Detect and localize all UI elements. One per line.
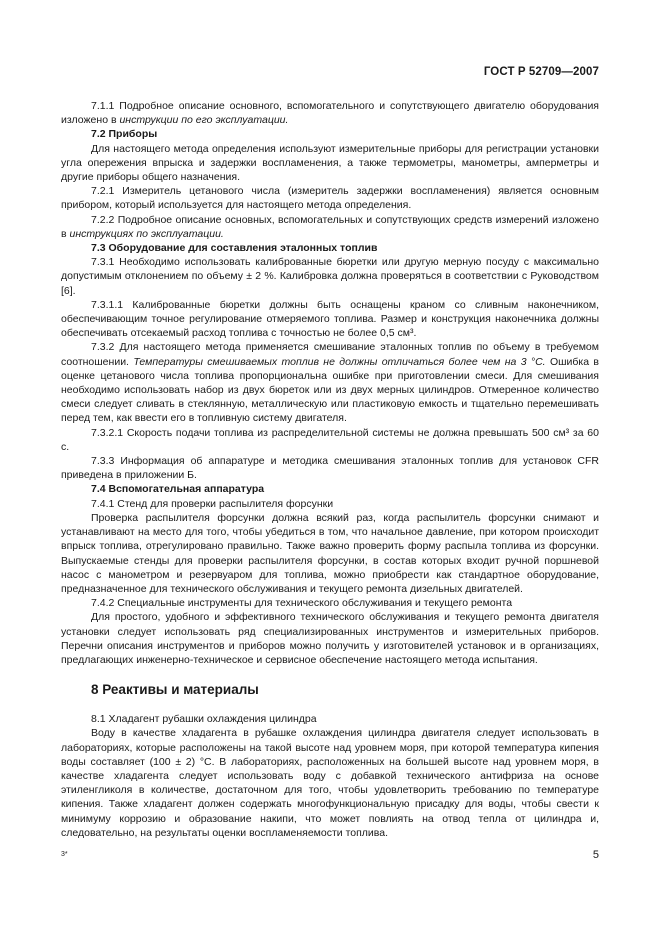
paragraph-7-3-1: 7.3.1 Необходимо использовать калиброванные бюретки или другую мерную посуду с максимально допустимым отклонением по объему ± 2 %. Калибровка должна проверяться в соответствии с Руководством [6]. bbox=[61, 256, 599, 297]
document-id: ГОСТ Р 52709—2007 bbox=[483, 66, 599, 78]
paragraph-text: Ошибка в оценке цетанового числа топлива пропорциональна ошибке при приготовлении смеси. Для смешивания необходимо использовать набор из двух бюреток или из двух мерных цилиндров. Отмеренное количество смеси следует сливать в стеклянную, металлическую или пластиковую емкость и тщательно перемешивать перед тем, как ввести его в топливную систему двигателя. bbox=[61, 355, 600, 425]
paragraph-8-1-text: Воду в качестве хладагента в рубашке охлаждения цилиндра двигателя следует использовать в лабораториях, которые расположены на такой высоте над уровнем моря, при которой температура кипения воды составляет (100 ± 2) °С. В лабораториях, расположенных на большей высоте над уровнем моря, в качестве хладагента следует использовать воду с добавкой технического антифриза на основе этиленгликоля в количестве, достаточном для того, чтобы удовлетворить требованию по температуре кипения. Также хладагент должен содержать многофункциональную присадку для воды, чтобы свести к минимуму коррозию и образование накипи, что может повлиять на отвод тепла от цилиндра и, следовательно, на результаты оценки воспламеняемости топлива. bbox=[61, 727, 599, 839]
section-8-title: 8 Реактивы и материалы bbox=[91, 682, 259, 698]
paragraph-7-3-3: 7.3.3 Информация об аппаратуре и методика смешивания эталонных топлив для установок CFR приведена в приложении Б. bbox=[61, 455, 599, 482]
paragraph-7-4-2-text: Для простого, удобного и эффективного технического обслуживания и текущего ремонта двигателя установки следует использовать ряд специализированных инструментов и измерительных приборов. Перечни описания инструментов и приборов можно получить у изготовителей установок и в организациях, предлагающих инженерно-техническое и сервисное обеспечение настоящего метода испытания. bbox=[61, 611, 599, 666]
sheet-mark: 3* bbox=[61, 851, 68, 858]
heading-7-3: 7.3 Оборудование для составления эталонных топлив bbox=[91, 242, 378, 255]
paragraph-7-4-1: 7.4.1 Стенд для проверки распылителя форсунки bbox=[91, 497, 334, 510]
paragraph-7-2-2 bbox=[61, 213, 599, 241]
paragraph-7-3-2-1: 7.3.2.1 Скорость подачи топлива из распределительной системы не должна превышать 500 см³ за 60 с. bbox=[61, 426, 599, 453]
paragraph-7-2-1: 7.2.1 Измеритель цетанового числа (измеритель задержки воспламенения) является основным прибором, который используется для настоящего метода определения. bbox=[61, 185, 599, 212]
paragraph-8-1: 8.1 Хладагент рубашки охлаждения цилиндра bbox=[91, 713, 317, 726]
paragraph-7-3-2 bbox=[61, 340, 599, 425]
document-body bbox=[61, 99, 599, 840]
paragraph-7-4-2: 7.4.2 Специальные инструменты для технического обслуживания и текущего ремонта bbox=[91, 597, 513, 610]
paragraph-emphasis: инструкциях по эксплуатации. bbox=[69, 227, 224, 240]
paragraph-7-2: Для настоящего метода определения используют измерительные приборы для регистрации установки угла опережения впрыска и задержки воспламенения, а также термометры, манометры, амперметры и другие приборы общего назначения. bbox=[61, 142, 599, 184]
page-number: 5 bbox=[592, 849, 599, 861]
heading-7-2: 7.2 Приборы bbox=[91, 128, 158, 141]
paragraph-text: 7.2.2 Подробное описание основных, вспомогательных и сопутствующих средств измерений изложено в bbox=[61, 213, 599, 240]
paragraph-emphasis: инструкции по его эксплуатации. bbox=[119, 114, 289, 127]
paragraph-emphasis: Температуры смешиваемых топлив не должны отличаться более чем на 3 °С. bbox=[133, 355, 546, 368]
paragraph-7-1-1 bbox=[61, 99, 599, 127]
paragraph-text: 7.1.1 Подробное описание основного, вспомогательного и сопутствующего двигателю оборудования изложено в bbox=[61, 100, 599, 127]
paragraph-7-3-1-1: 7.3.1.1 Калиброванные бюретки должны быть оснащены краном со сливным наконечником, обеспечивающим точное регулирование отмеряемого топлива. Размер и конструкция наконечника должны обеспечивать отсекаемый расход топлива с точностью не более 0,5 см³. bbox=[61, 298, 599, 340]
heading-7-4: 7.4 Вспомогательная аппаратура bbox=[91, 483, 265, 496]
paragraph-text: 7.3.2 Для настоящего метода применяется смешивание эталонных топлив по объему в требуемом соотношении. bbox=[61, 341, 599, 368]
paragraph-7-4-1-text: Проверка распылителя форсунки должна всякий раз, когда распылитель форсунки снимают и устанавливают на место для того, чтобы убедиться в том, что начальное давление, при котором происходит впрыск топлива, отрегулировано правильно. Также важно проверить форму распыла топлива из форсунки. Выпускаемые стенды для проверки распылителя форсунки, в состав которых входит ручной поршневой насос с манометром и резервуаром для топлива, можно приобрести как стандартное оборудование, предназначенное для технического обслуживания и текущего ремонта дизельных двигателей. bbox=[61, 511, 599, 595]
